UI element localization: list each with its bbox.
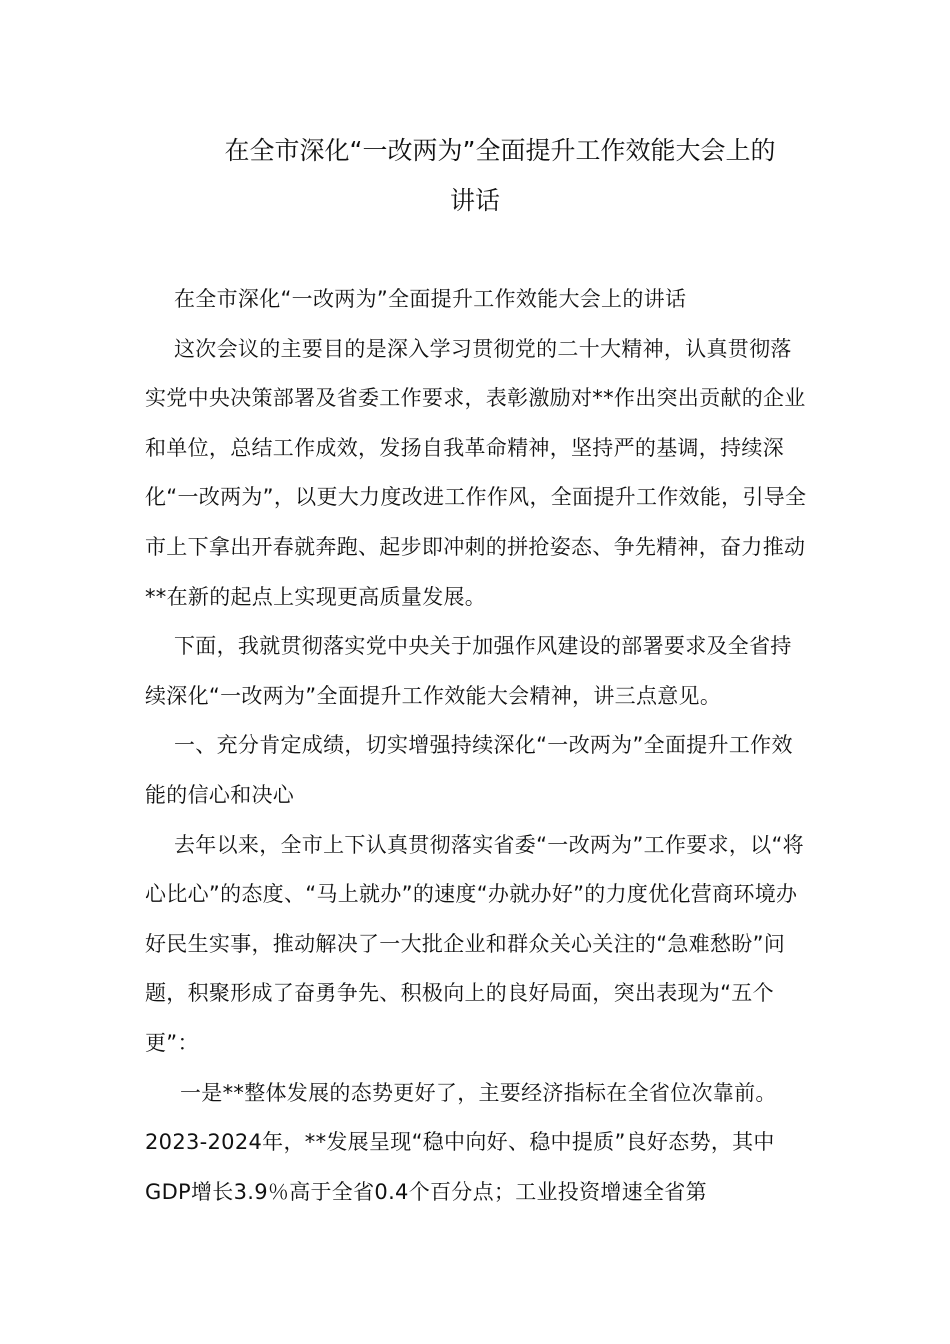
paragraph-three-points: 下面，我就贯彻落实党中央关于加强作风建设的部署要求及全省持续深化“一改两为”全面提升工作效能大会精神，讲三点意见。 [145, 634, 792, 708]
document-title-line2: 讲话 [449, 186, 500, 215]
paragraph-achievements: 去年以来，全市上下认真贯彻落实省委“一改两为”工作要求，以“将心比心”的态度、“马上就办”的速度“办就办好”的力度优化营商环境办好民生实事，推动解决了一大批企业和群众关心关注的“急难愁盼”问题，积聚形成了奋勇争先、积极向上的良好局面，突出表现为“五个更”： [145, 832, 804, 1055]
document-body [145, 275, 810, 1217]
document-title-line1: 在全市深化“一改两为”全面提升工作效能大会上的 [224, 136, 776, 165]
paragraph-section-one-heading: 一、充分肯定成绩，切实增强持续深化“一改两为”全面提升工作效能的信心和决心 [145, 733, 793, 807]
paragraph-meeting-purpose: 这次会议的主要目的是深入学习贯彻党的二十大精神，认真贯彻落实党中央决策部署及省委工作要求，表彰激励对**作出突出贡献的企业和单位，总结工作成效，发扬自我革命精神，坚持严的基调，持续深化“一改两为”，以更大力度改进工作作风，全面提升工作效能，引导全市上下拿出开春就奔跑、起步即冲刺的拼抢姿态、争先精神，奋力推动**在新的起点上实现更高质量发展。 [145, 336, 807, 609]
paragraph-heading-repeat: 在全市深化“一改两为”全面提升工作效能大会上的讲话 [174, 287, 687, 311]
paragraph-point-one: 一是**整体发展的态势更好了，主要经济指标在全省位次靠前。2023-2024年，**发展呈现“稳中向好、稳中提质”良好态势，其中GDP增长3.9％高于全省0.4个百分点；工业投资增速全省第 [145, 1080, 777, 1204]
